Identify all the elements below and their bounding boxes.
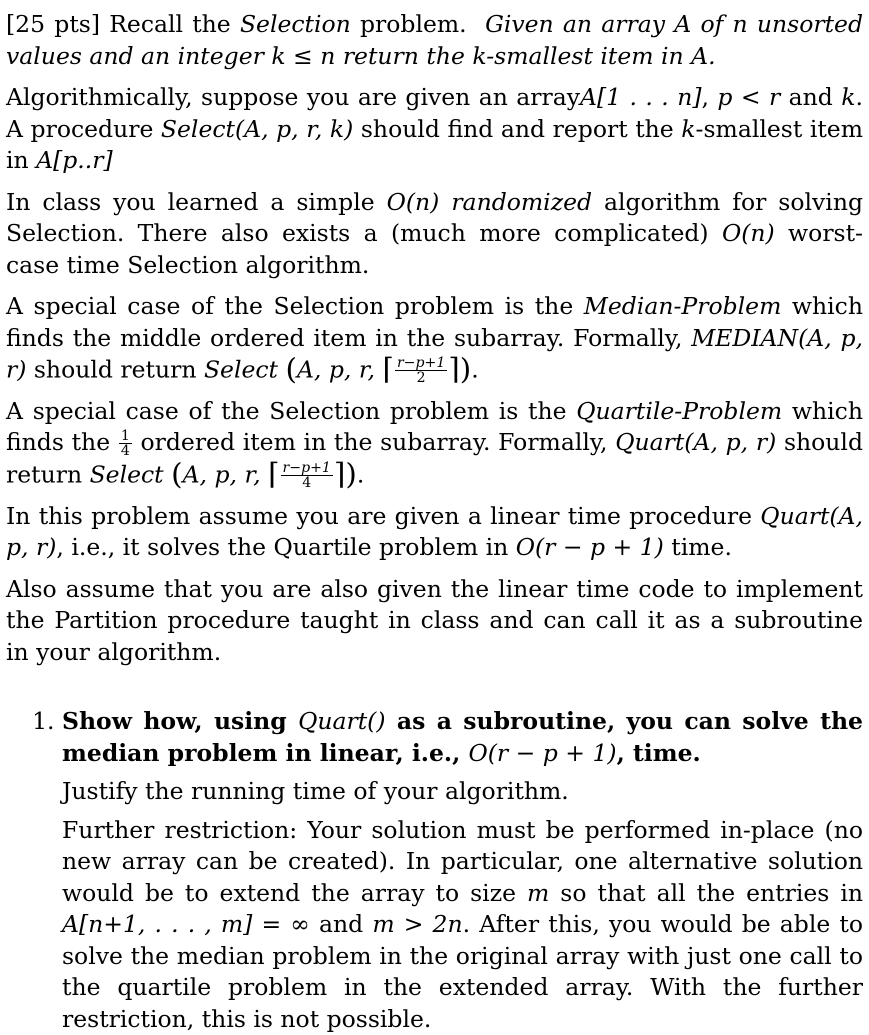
- selection-term: Selection: [240, 10, 351, 38]
- points-label: [25 pts]: [6, 10, 100, 38]
- median-call: MEDIAN(A, p, r): [6, 324, 863, 384]
- median-paragraph: A special case of the Selection problem is the Median-Problem which finds the middle ordered item in the subarray. Formally, MEDIAN(A, p, r) should return Select (A, p, r, ⌈ $\frac{r-p+1}{2}$ ⌉).: [6, 291, 863, 386]
- class-paragraph: In class you learned a simple O(n) randomized algorithm for solving Selection. There also exists a (much more complicated) O(n) worst-case time Selection algorithm.: [6, 187, 863, 282]
- randomized-term: randomized: [451, 188, 592, 216]
- question-item: [62, 706, 863, 1035]
- algorithmic-paragraph: Algorithmically, suppose you are given an arrayA[1 . . . n], p < r and k. A procedure Select(A, p, r, k) should find and report the k-smallest item in A[p..r]: [6, 82, 863, 177]
- median-problem-term: Median-Problem: [584, 292, 782, 320]
- assume-paragraph: In this problem assume you are given a linear time procedure Quart(A, p, r), i.e., it solves the Quartile problem in O(r − p + 1) time.: [6, 501, 863, 564]
- restriction-paragraph: Further restriction: Your solution must be performed in-place (no new array can be created). In particular, one alternative solution would be to extend the array to size m so that all the entries in A[n+1, . . . , m] = ∞ and m > 2n. After this, you would be able to solve the median problem in the original array with just one call to the quartile problem in the extended array. With the further restriction, this is not possible.: [62, 815, 863, 1035]
- partition-paragraph: Also assume that you are also given the linear time code to implement the Partition procedure taught in class and can call it as a subroutine in your algorithm.: [6, 574, 863, 669]
- quartile-paragraph: A special case of the Selection problem is the Quartile-Problem which finds the $\frac{1}{4}$ ordered item in the subarray. Formally, Quart(A, p, r) should return Select (A, p, r, ⌈ $\frac{r-p+1}{4}$ ⌉).: [6, 396, 863, 491]
- array-notation: A[1 . . . n]: [580, 83, 701, 111]
- one-quarter-fraction: $\frac{1}{4}$: [119, 429, 132, 458]
- quartile-problem-term: Quartile-Problem: [576, 397, 782, 425]
- intro-paragraph: [25 pts] Recall the Selection problem. Given an array A of n unsorted values and an integer k ≤ n return the k-smallest item in A.: [6, 9, 863, 72]
- problem-statement: Given an array A of n unsorted values and an integer k ≤ n return the k-smallest item in A.: [6, 10, 863, 70]
- question-heading: 1. Show how, using Quart() as a subroutine, you can solve the median problem in linear, i.e., O(r − p + 1), time.: [62, 706, 863, 769]
- median-fraction: $\frac{r-p+1}{2}$: [395, 356, 447, 385]
- select-call: Select(A, p, r, k): [161, 115, 353, 143]
- quart-call: Quart(A, p, r): [615, 428, 776, 456]
- justify-instruction: Justify the running time of your algorithm.: [62, 776, 863, 808]
- question-list: [6, 706, 863, 1035]
- quartile-fraction: $\frac{r-p+1}{4}$: [281, 461, 333, 490]
- linear-time: O(r − p + 1): [516, 533, 664, 561]
